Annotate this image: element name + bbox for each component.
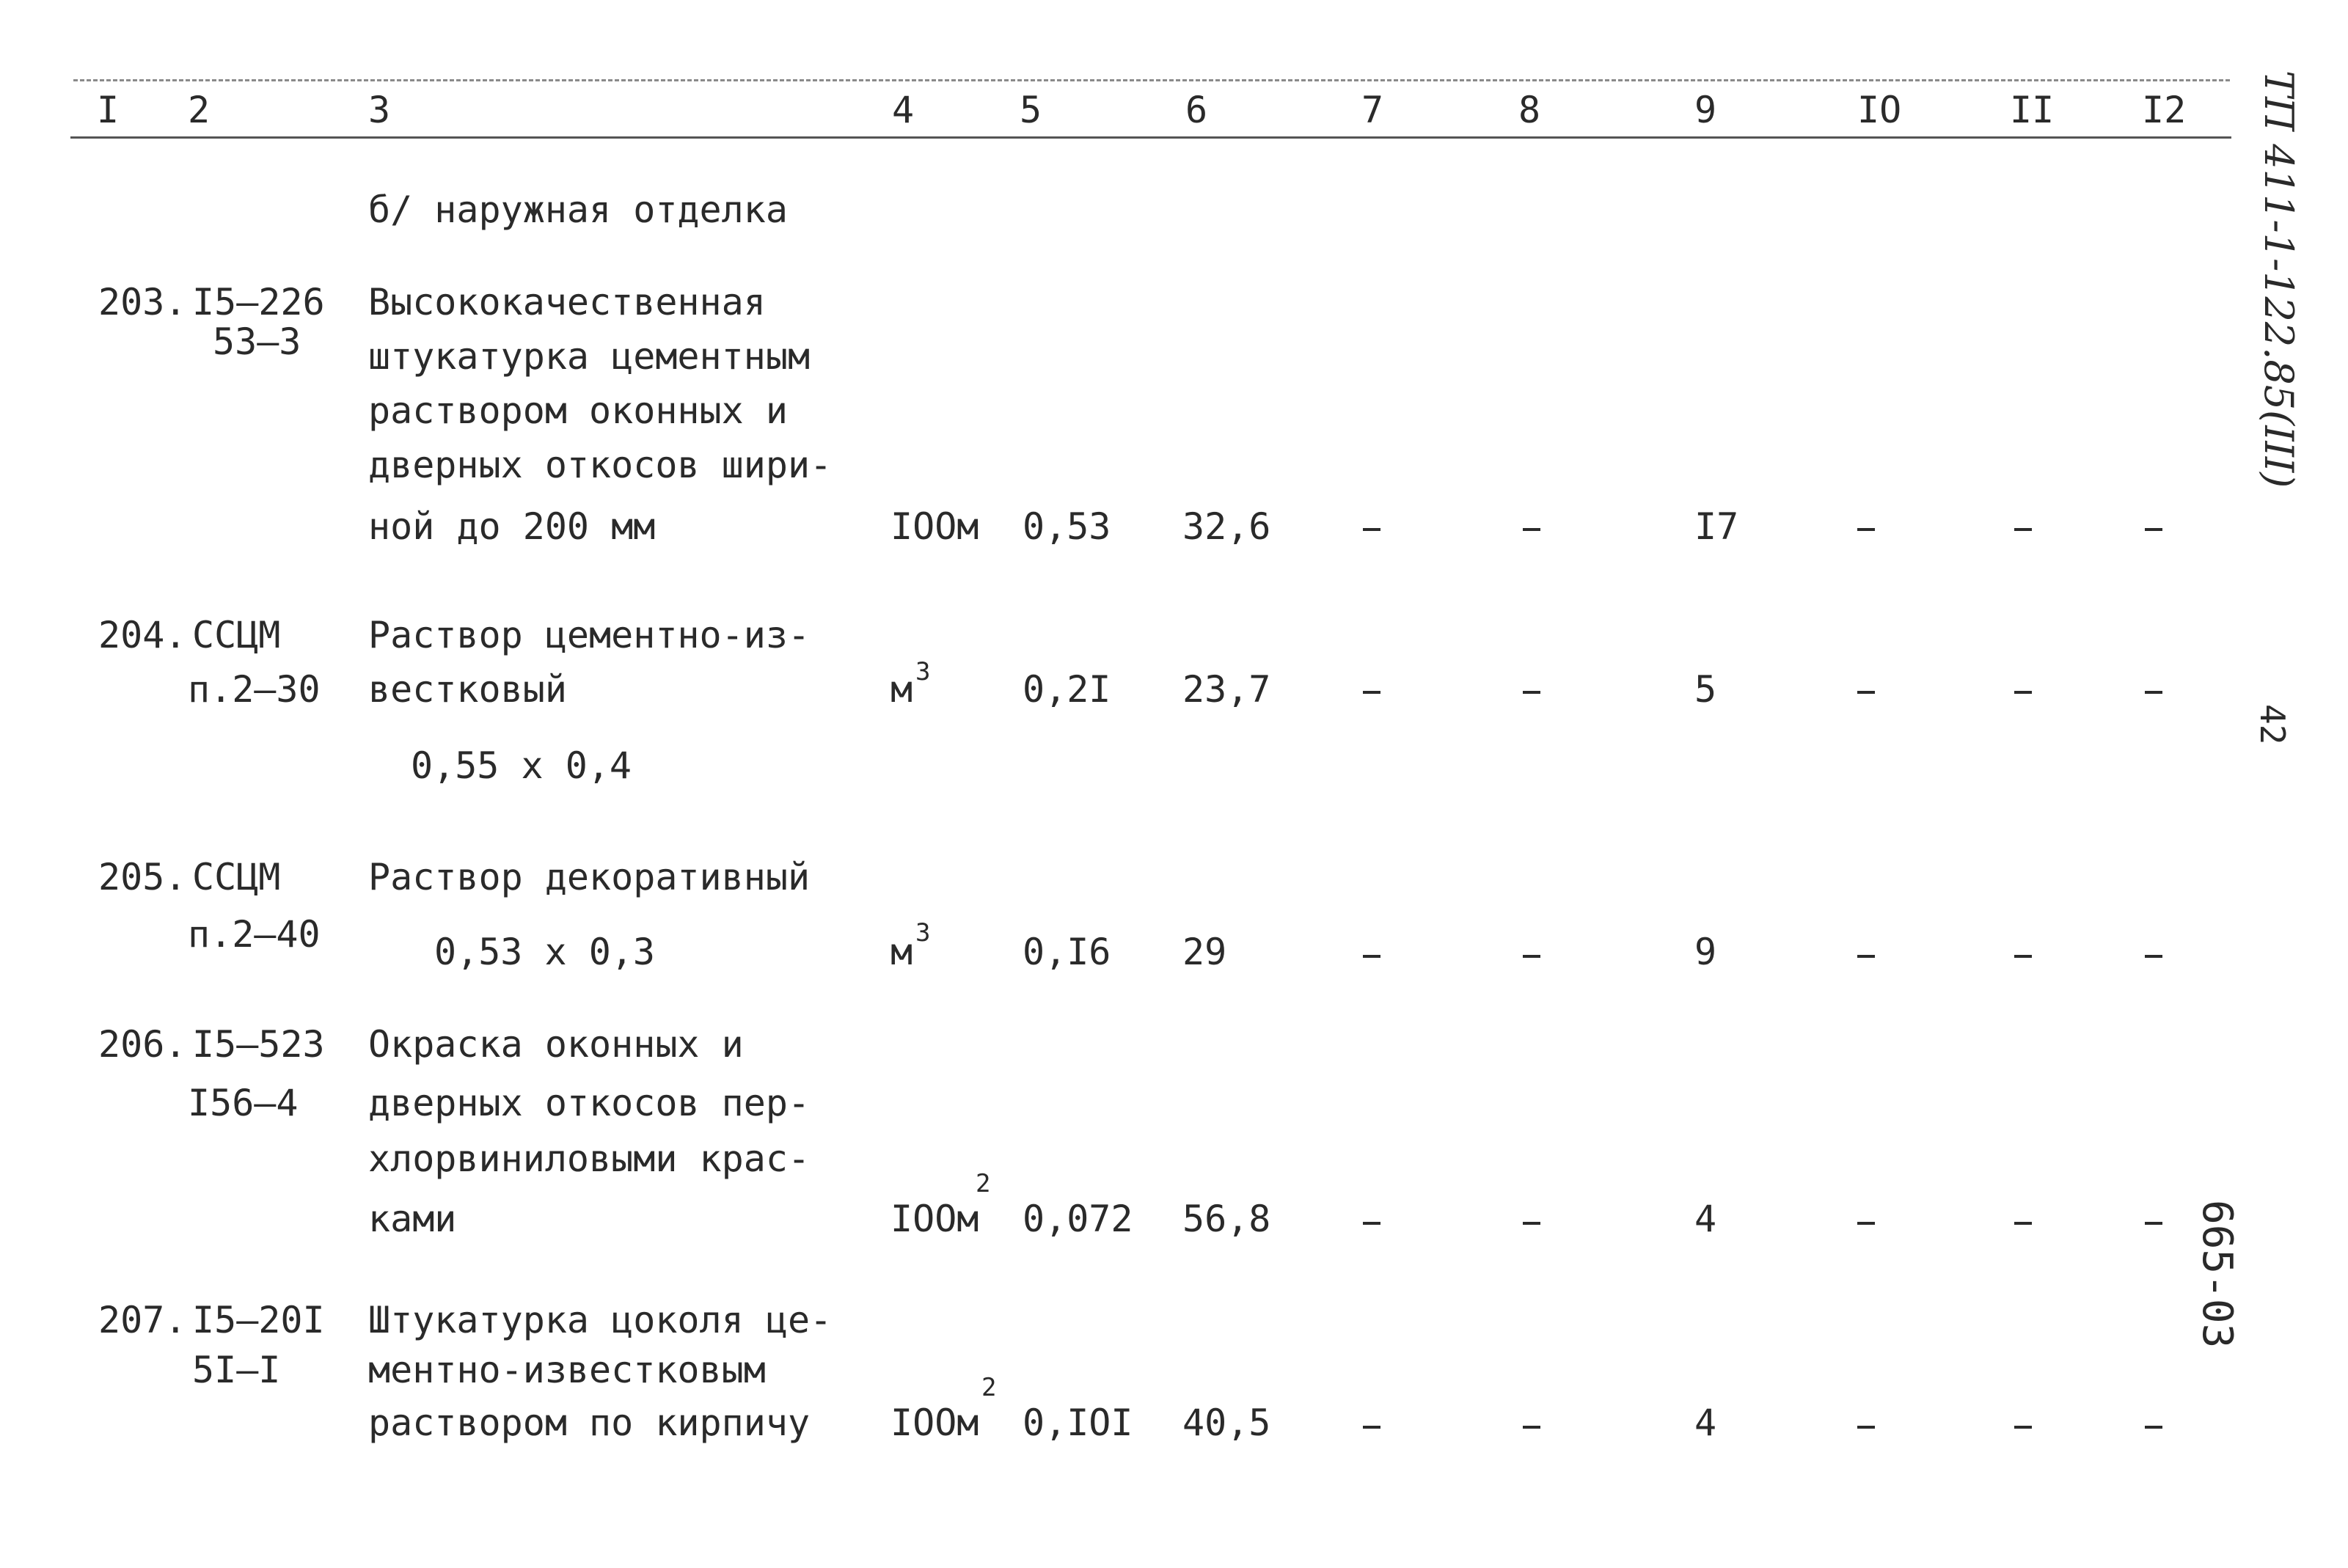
row-203-desc-5: ной до 200 мм xyxy=(368,505,656,548)
row-205-col7-dash xyxy=(1363,955,1380,958)
row-204-col10-dash xyxy=(1857,691,1875,694)
col-head-10: IO xyxy=(1857,89,1902,131)
row-203-quantity: 0,53 xyxy=(1023,505,1111,548)
col-head-6: 6 xyxy=(1185,89,1208,131)
row-204-col11-dash xyxy=(2014,691,2032,694)
row-207-number: 207. xyxy=(98,1299,187,1341)
row-206-desc-2: дверных откосов пер- xyxy=(368,1082,811,1124)
row-207-col8-dash xyxy=(1523,1426,1540,1429)
col-head-12: I2 xyxy=(2142,89,2187,131)
row-206-desc-4: ками xyxy=(368,1198,457,1240)
row-204-number: 204. xyxy=(98,614,187,656)
col-head-8: 8 xyxy=(1518,89,1541,131)
row-204-unit: м xyxy=(890,668,913,711)
row-207-desc-3: раствором по кирпичу xyxy=(368,1402,811,1444)
row-206-col11-dash xyxy=(2014,1222,2032,1225)
row-205-col11-dash xyxy=(2014,955,2032,958)
row-206-col9: 4 xyxy=(1694,1198,1717,1240)
row-206-desc-3: хлорвиниловыми крас- xyxy=(368,1137,811,1180)
row-206-number: 206. xyxy=(98,1023,187,1066)
col-head-11: II xyxy=(2010,89,2055,131)
col-head-9: 9 xyxy=(1694,89,1717,131)
row-204-col12-dash xyxy=(2145,691,2162,694)
row-207-desc-1: Штукатурка цоколя це- xyxy=(368,1299,833,1341)
margin-album-code: 665-03 xyxy=(2193,1200,2241,1349)
row-204-col9: 5 xyxy=(1694,668,1717,711)
row-204-unit-exponent: 3 xyxy=(915,657,931,686)
header-bottom-rule xyxy=(70,136,2231,139)
row-207-price: 40,5 xyxy=(1182,1402,1271,1444)
row-207-unit-exponent: 2 xyxy=(981,1373,997,1402)
row-203-col7-dash xyxy=(1363,528,1380,531)
row-203-desc-3: раствором оконных и xyxy=(368,389,788,432)
row-205-unit-exponent: 3 xyxy=(915,918,931,948)
margin-doc-code: ТП 411-1-122.85(III) xyxy=(2256,70,2302,488)
row-204-col7-dash xyxy=(1363,691,1380,694)
row-207-code-1: I5–20I xyxy=(192,1299,325,1341)
row-204-col8-dash xyxy=(1523,691,1540,694)
row-207-quantity: 0,IOI xyxy=(1023,1402,1133,1444)
row-206-code-1: I5–523 xyxy=(192,1023,325,1066)
section-title: б/ наружная отделка xyxy=(368,188,788,231)
margin-page-number: 42 xyxy=(2253,704,2292,745)
row-205-quantity: 0,I6 xyxy=(1023,931,1111,973)
row-205-col8-dash xyxy=(1523,955,1540,958)
col-head-7: 7 xyxy=(1361,89,1384,131)
row-206-col12-dash xyxy=(2145,1222,2162,1225)
row-204-code-1: ССЦМ xyxy=(192,614,281,656)
row-203-col12-dash xyxy=(2145,528,2162,531)
row-207-desc-2: ментно-известковым xyxy=(368,1349,766,1391)
col-head-3: 3 xyxy=(368,89,391,131)
row-205-desc-1: Раствор декоративный xyxy=(368,856,811,898)
row-204-desc-2: вестковый xyxy=(368,668,567,711)
row-203-col11-dash xyxy=(2014,528,2032,531)
row-207-unit: IOOм xyxy=(890,1402,979,1444)
row-206-unit: IOOм xyxy=(890,1198,979,1240)
row-203-desc-2: штукатурка цементным xyxy=(368,335,811,378)
col-head-4: 4 xyxy=(892,89,915,131)
col-head-1: I xyxy=(97,89,120,131)
row-206-col7-dash xyxy=(1363,1222,1380,1225)
row-205-unit: м xyxy=(890,931,913,973)
row-203-code-1: I5–226 xyxy=(192,281,325,323)
row-204-desc-1: Раствор цементно-из- xyxy=(368,614,811,656)
row-207-code-2: 5I–I xyxy=(192,1349,281,1391)
row-203-price: 32,6 xyxy=(1182,505,1271,548)
row-207-col10-dash xyxy=(1857,1426,1875,1429)
row-203-desc-1: Высококачественная xyxy=(368,281,766,323)
row-207-col9: 4 xyxy=(1694,1402,1717,1444)
row-203-number: 203. xyxy=(98,281,187,323)
row-207-col11-dash xyxy=(2014,1426,2032,1429)
row-204-formula: 0,55 х 0,4 xyxy=(411,744,632,787)
row-206-quantity: 0,072 xyxy=(1023,1198,1133,1240)
row-204-price: 23,7 xyxy=(1182,668,1271,711)
row-207-col7-dash xyxy=(1363,1426,1380,1429)
row-205-number: 205. xyxy=(98,856,187,898)
row-205-code-1: ССЦМ xyxy=(192,856,281,898)
row-204-quantity: 0,2I xyxy=(1023,668,1111,711)
header-top-rule xyxy=(73,79,2230,81)
row-203-unit: IOOм xyxy=(890,505,979,548)
row-204-code-2: п.2–30 xyxy=(188,668,321,711)
row-205-price: 29 xyxy=(1182,931,1227,973)
row-205-col9: 9 xyxy=(1694,931,1717,973)
row-203-col8-dash xyxy=(1523,528,1540,531)
row-206-col10-dash xyxy=(1857,1222,1875,1225)
row-203-col10-dash xyxy=(1857,528,1875,531)
row-206-code-2: I56–4 xyxy=(188,1082,299,1124)
row-206-unit-exponent: 2 xyxy=(976,1169,991,1198)
row-203-col9: I7 xyxy=(1694,505,1739,548)
row-205-formula: 0,53 х 0,3 xyxy=(434,931,656,973)
row-207-col12-dash xyxy=(2145,1426,2162,1429)
row-205-code-2: п.2–40 xyxy=(188,913,321,956)
row-205-col12-dash xyxy=(2145,955,2162,958)
row-203-code-2: 53–3 xyxy=(213,320,301,363)
row-205-col10-dash xyxy=(1857,955,1875,958)
row-206-price: 56,8 xyxy=(1182,1198,1271,1240)
row-206-col8-dash xyxy=(1523,1222,1540,1225)
row-206-desc-1: Окраска оконных и xyxy=(368,1023,744,1066)
col-head-5: 5 xyxy=(1020,89,1042,131)
row-203-desc-4: дверных откосов шири- xyxy=(368,444,833,486)
col-head-2: 2 xyxy=(188,89,211,131)
